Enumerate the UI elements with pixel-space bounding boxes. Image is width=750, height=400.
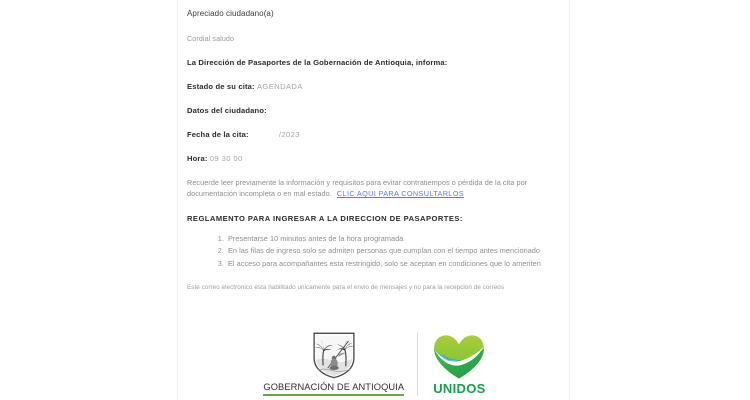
intro-text: La Dirección de Pasaportes de la Gobernación de Antioquia, informa: xyxy=(187,58,448,68)
email-content xyxy=(178,0,569,292)
rules-list xyxy=(187,233,560,270)
unidos-logo xyxy=(418,334,485,396)
requirements-notice-text: Recuerde leer previamente la información y requisitos para evitar contratiempos o pérdida de la cita por documentación incompleta o en mal estado. xyxy=(187,178,528,199)
gobernacion-logo xyxy=(263,332,418,396)
appointment-status-value: AGENDADA xyxy=(256,82,303,92)
antioquia-shield-icon xyxy=(311,332,357,379)
appointment-time-value: 09 30 00 xyxy=(209,154,243,164)
citizen-data-label: Datos del ciudadano: xyxy=(187,106,267,116)
greeting-text: Apreciado ciudadano(a) xyxy=(187,9,274,18)
appointment-status-label: Estado de su cita: xyxy=(187,82,255,92)
gobernacion-label: GOBERNACIÓN DE ANTIOQUIA xyxy=(263,382,404,396)
unidos-label: UNIDOS xyxy=(433,381,486,396)
salutation-text: Cordial saludo xyxy=(187,33,235,43)
consult-requirements-link[interactable]: CLIC AQUI PARA CONSULTARLOS xyxy=(336,189,464,199)
disclaimer-text: Este correo electronico esta habilitado unicamente para el envio de mensajes y no para la recepcion de correos xyxy=(187,283,505,291)
appointment-date-label: Fecha de la cita: xyxy=(187,130,249,140)
appointment-date-value: /2023 xyxy=(278,130,300,140)
appointment-status-row xyxy=(187,81,560,92)
footer-logos xyxy=(178,332,571,396)
list-item: 1. Presentarse 10 minutos antes de la hora programada xyxy=(226,233,560,245)
appointment-date-row xyxy=(187,129,560,140)
rules-title: REGLAMENTO PARA INGRESAR A LA DIRECCION DE PASAPORTES: xyxy=(187,213,463,223)
list-item: 2. En las filas de ingreso solo se admiten personas que cumplan con el tiempo antes mencionado xyxy=(226,245,560,257)
unidos-heart-leaf-icon xyxy=(433,334,485,380)
appointment-time-label: Hora: xyxy=(187,154,208,164)
list-item: 3. El acceso para acompañantes esta restringido, solo se aceptan en condiciones que lo ameriten xyxy=(226,258,560,270)
requirements-notice xyxy=(187,177,560,200)
email-body-panel xyxy=(177,0,570,400)
appointment-time-row xyxy=(187,153,560,164)
